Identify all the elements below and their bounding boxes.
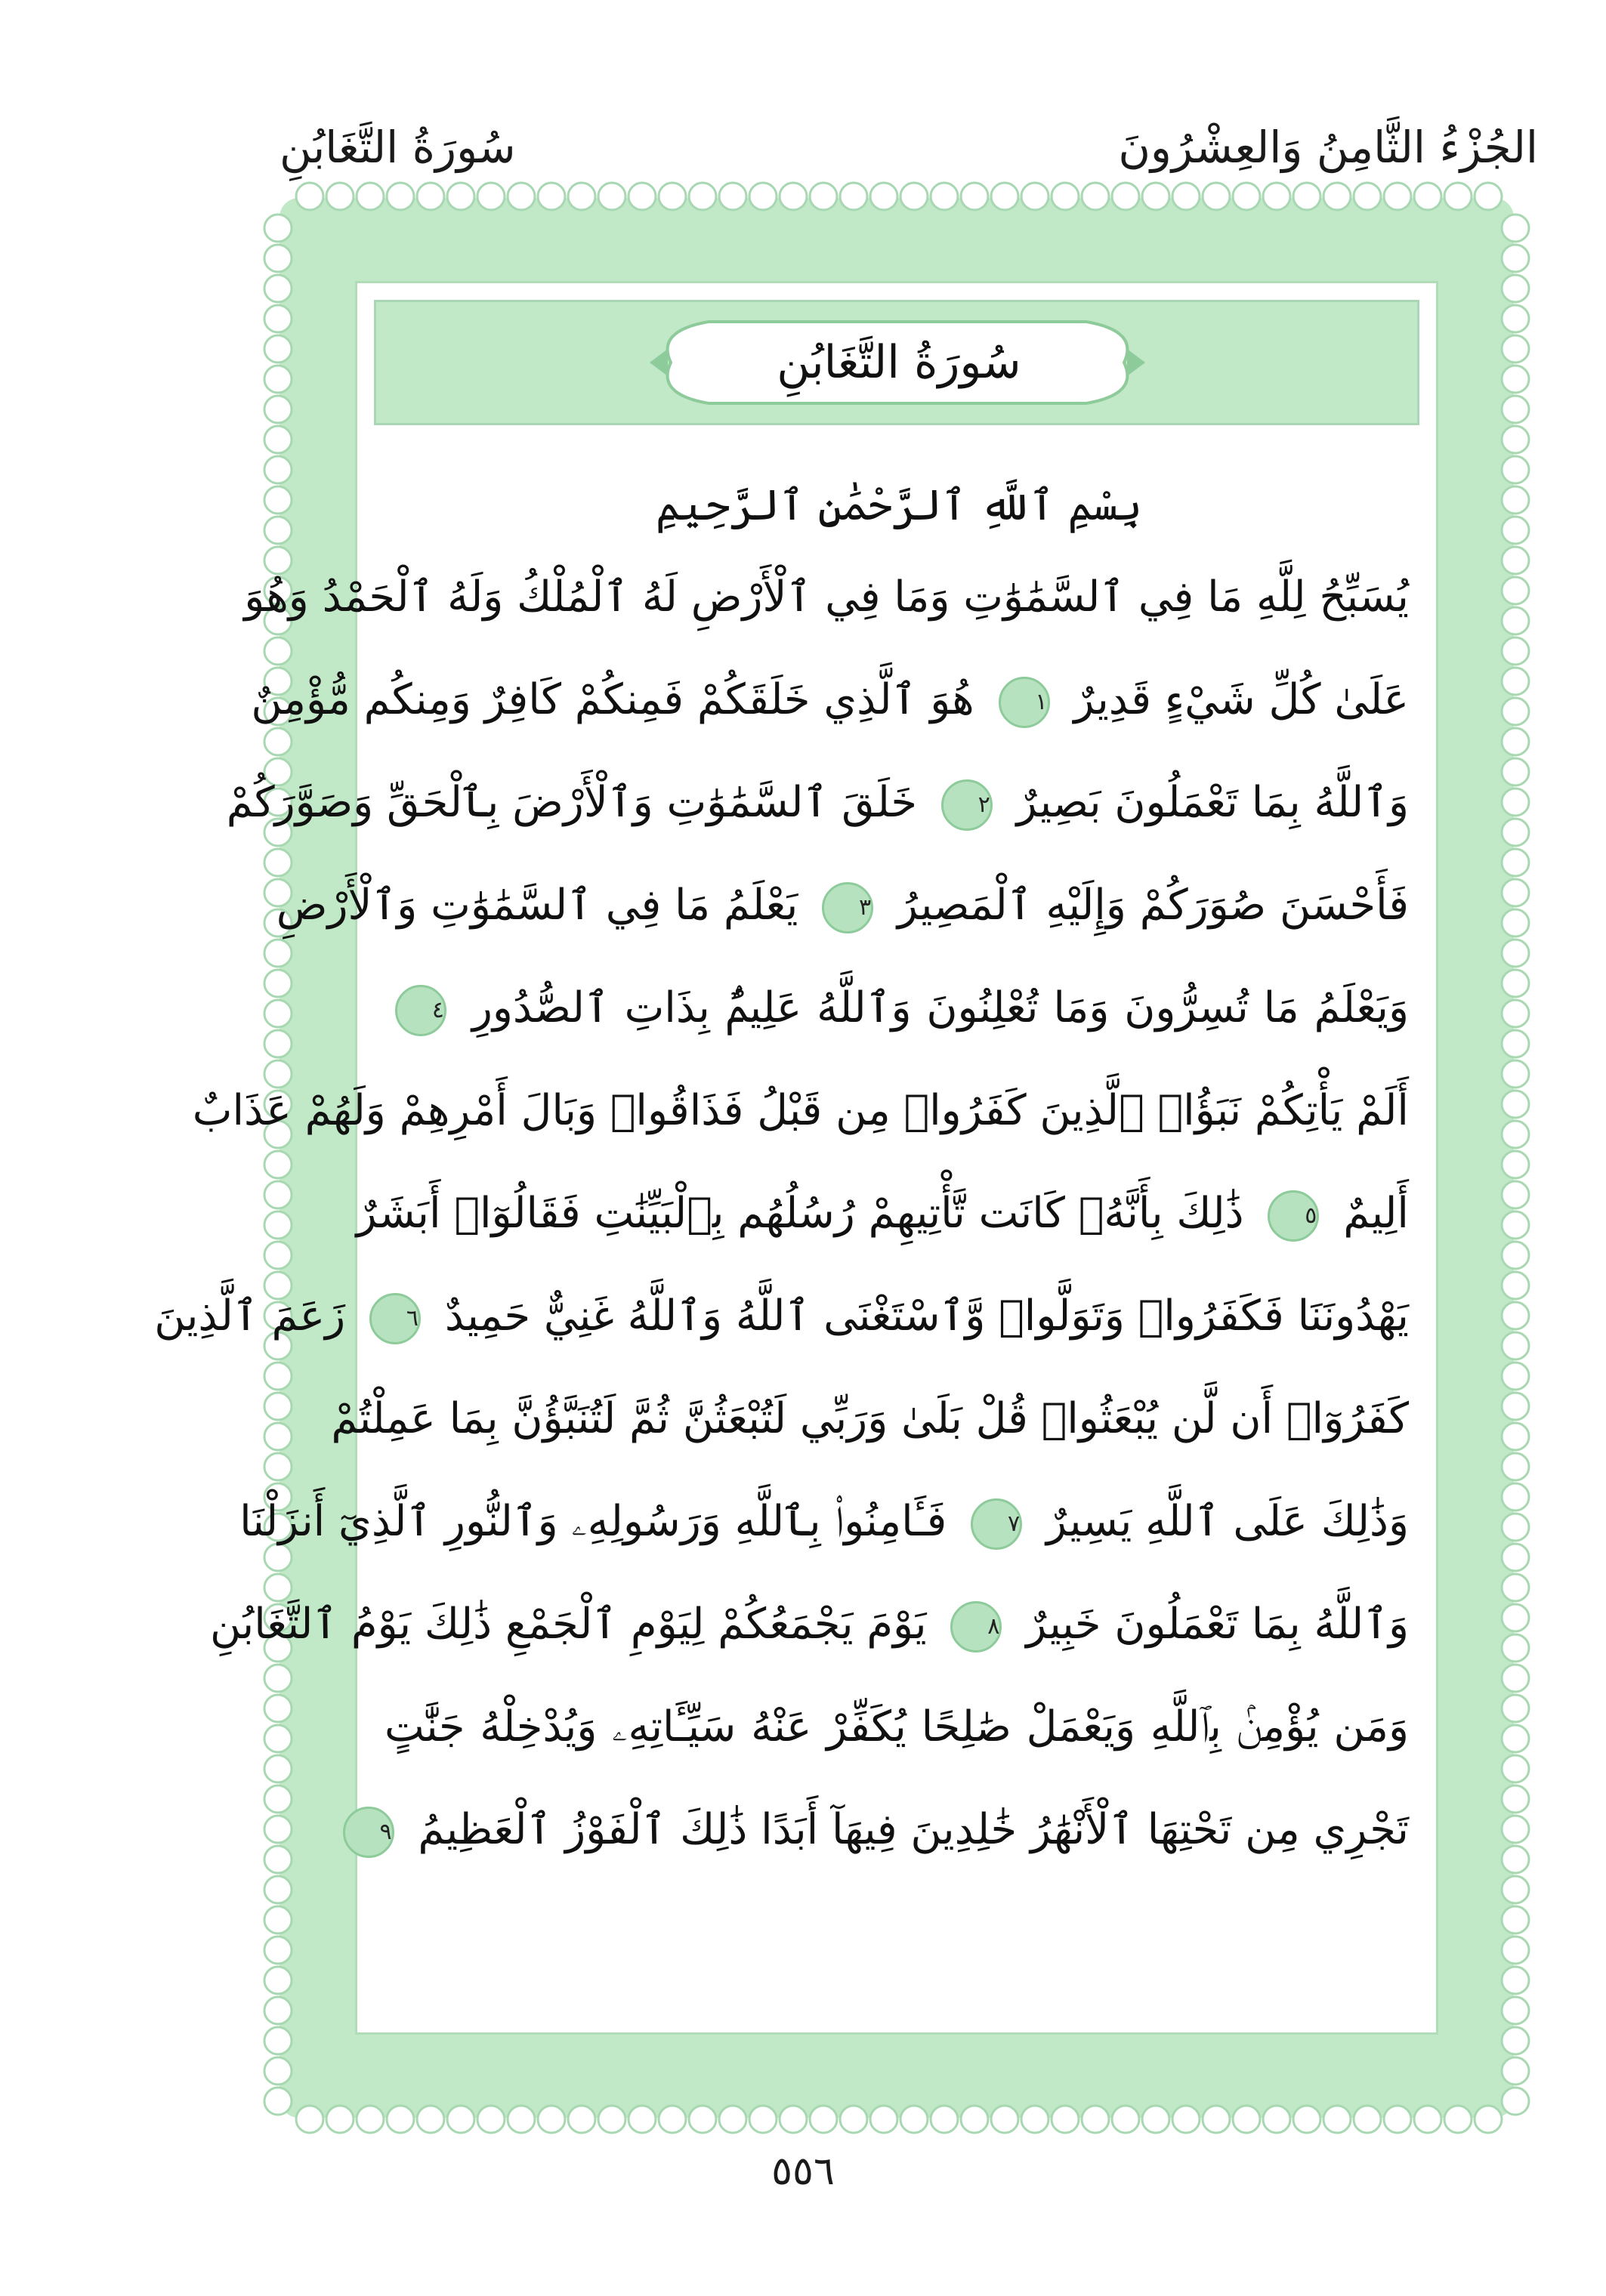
scallop-notch bbox=[1502, 668, 1529, 695]
verse-text: فَأَحْسَنَ صُوَرَكُمْ وَإِلَيْهِ ٱلْمَصِيرُ bbox=[897, 881, 1409, 930]
scallop-notch bbox=[1203, 2106, 1230, 2133]
scallop-notch bbox=[1502, 1604, 1529, 1631]
scallop-notch bbox=[264, 1755, 292, 1782]
scallop-notch bbox=[264, 1211, 292, 1239]
scallop-notch bbox=[1502, 607, 1529, 634]
scallop-notch bbox=[840, 2106, 867, 2133]
scallop-notch bbox=[1502, 1876, 1529, 1903]
scallop-notch bbox=[870, 183, 897, 210]
scallop-notch bbox=[264, 1906, 292, 1933]
verse-line bbox=[226, 751, 1409, 854]
scallop-notch bbox=[1502, 2088, 1529, 2115]
scallop-notch bbox=[264, 366, 292, 393]
scallop-notch bbox=[1502, 1060, 1529, 1088]
verse-line bbox=[154, 1265, 1409, 1368]
scallop-notch bbox=[264, 1936, 292, 1964]
scallop-notch bbox=[508, 2106, 535, 2133]
scallop-notch bbox=[264, 1876, 292, 1903]
scallop-notch bbox=[447, 183, 474, 210]
scallop-notch bbox=[1021, 183, 1049, 210]
scallop-notch bbox=[1502, 275, 1529, 302]
scallop-notch bbox=[719, 183, 746, 210]
scallop-notch bbox=[1052, 2106, 1079, 2133]
verse-text: يَوْمَ يَجْمَعُكُمْ لِيَوْمِ ٱلْجَمْعِ ذَٰلِكَ يَوْمُ ٱلتَّغَابُنِ bbox=[210, 1600, 927, 1649]
verse-line bbox=[244, 546, 1409, 649]
scallop-notch bbox=[1502, 879, 1529, 906]
scallop-notch bbox=[1233, 2106, 1260, 2133]
verse-line bbox=[331, 1368, 1409, 1470]
scallop-notch bbox=[357, 2106, 384, 2133]
verse-line bbox=[385, 957, 1409, 1060]
scallop-notch bbox=[689, 183, 716, 210]
scallop-notch bbox=[1502, 819, 1529, 846]
scallop-notch bbox=[1354, 2106, 1381, 2133]
scallop-notch bbox=[264, 335, 292, 363]
scallop-notch bbox=[1502, 1121, 1529, 1148]
scallop-notch bbox=[629, 183, 656, 210]
scallop-notch bbox=[1502, 1423, 1529, 1450]
scallop-notch bbox=[417, 2106, 444, 2133]
ayah-number-marker: ٩ bbox=[343, 1807, 394, 1858]
scallop-notch bbox=[991, 2106, 1018, 2133]
scallop-notch bbox=[1502, 456, 1529, 483]
scallop-notch bbox=[1502, 1362, 1529, 1390]
verse-line bbox=[239, 1470, 1409, 1573]
scallop-notch bbox=[900, 183, 928, 210]
scallop-notch bbox=[780, 2106, 807, 2133]
scallop-notch bbox=[1502, 1846, 1529, 1873]
scallop-notch bbox=[1502, 1302, 1529, 1329]
scallop-notch bbox=[264, 1695, 292, 1722]
scallop-notch bbox=[1502, 698, 1529, 725]
scallop-notch bbox=[1293, 2106, 1320, 2133]
scallop-notch bbox=[1502, 2027, 1529, 2054]
verse-line bbox=[192, 1060, 1409, 1162]
scallop-notch bbox=[1502, 1091, 1529, 1118]
verse-text: وَيَعْلَمُ مَا تُسِرُّونَ وَمَا تُعْلِنُونَ وَٱللَّهُ عَلِيمٌۢ بِذَاتِ ٱلصُّدُورِ bbox=[471, 983, 1409, 1032]
verse-line bbox=[379, 1779, 1409, 1881]
scallop-notch bbox=[264, 1846, 292, 1873]
verse-text: وَٱللَّهُ بِمَا تَعْمَلُونَ بَصِيرٌ bbox=[1016, 778, 1409, 827]
ayah-number-marker: ٣ bbox=[822, 882, 873, 934]
ayah-number-marker: ٥ bbox=[1268, 1190, 1319, 1242]
scallop-notch bbox=[659, 2106, 686, 2133]
scallop-notch bbox=[508, 183, 535, 210]
ayah-number-marker: ٨ bbox=[950, 1601, 1002, 1653]
scallop-notch bbox=[387, 2106, 414, 2133]
scallop-notch bbox=[1502, 970, 1529, 997]
verse-text: يَعْلَمُ مَا فِي ٱلسَّمَٰوَٰتِ وَٱلْأَرْضِ bbox=[276, 881, 798, 930]
verse-text: ذَٰلِكَ بِأَنَّهُۥ كَانَت تَّأْتِيهِمْ رُسُلُهُم بِٱلْبَيِّنَٰتِ فَقَالُوٓا۟ أَبَشَرٌ bbox=[356, 1189, 1244, 1238]
scallop-notch bbox=[357, 183, 384, 210]
scallop-notch bbox=[1475, 2106, 1502, 2133]
scallop-notch bbox=[1502, 1755, 1529, 1782]
scallop-notch bbox=[1502, 637, 1529, 665]
scallop-notch bbox=[1323, 2106, 1351, 2133]
scallop-notch bbox=[1502, 214, 1529, 242]
ayah-number-marker: ١ bbox=[999, 677, 1050, 728]
scallop-notch bbox=[1142, 2106, 1169, 2133]
scallop-notch bbox=[1502, 1936, 1529, 1964]
scallop-notch bbox=[264, 2057, 292, 2085]
scallop-notch bbox=[1502, 1272, 1529, 1299]
scallop-notch bbox=[961, 2106, 988, 2133]
scallop-notch bbox=[1502, 788, 1529, 816]
verse-line bbox=[356, 1162, 1409, 1265]
verse-text: هُوَ ٱلَّذِي خَلَقَكُمْ فَمِنكُمْ كَافِرٌ وَمِنكُم مُّؤْمِنٌ bbox=[251, 675, 974, 724]
scallop-notch bbox=[931, 183, 958, 210]
page-number: ٥٥٦ bbox=[771, 2149, 835, 2194]
scallop-notch bbox=[1502, 2057, 1529, 2085]
scallop-notch bbox=[1112, 2106, 1139, 2133]
scallop-notch bbox=[598, 2106, 625, 2133]
scallop-notch bbox=[1323, 183, 1351, 210]
scallop-notch bbox=[264, 275, 292, 302]
scallop-notch bbox=[1502, 577, 1529, 604]
scallop-notch bbox=[1502, 1997, 1529, 2024]
scallop-notch bbox=[1502, 1544, 1529, 1571]
scallop-notch bbox=[1502, 909, 1529, 937]
scallop-notch bbox=[568, 183, 595, 210]
page-frame bbox=[154, 198, 1514, 2118]
verse-text: زَعَمَ ٱلَّذِينَ bbox=[154, 1292, 346, 1341]
ayah-number-marker: ٢ bbox=[941, 779, 993, 831]
verse-text: وَٱللَّهُ بِمَا تَعْمَلُونَ خَبِيرٌ bbox=[1026, 1600, 1409, 1649]
scallop-notch bbox=[477, 2106, 505, 2133]
scallop-notch bbox=[1502, 1181, 1529, 1208]
scallop-notch bbox=[1263, 2106, 1290, 2133]
scallop-notch bbox=[1444, 183, 1472, 210]
scallop-notch bbox=[991, 183, 1018, 210]
scallop-notch bbox=[264, 214, 292, 242]
scallop-notch bbox=[1384, 2106, 1411, 2133]
scallop-notch bbox=[1142, 183, 1169, 210]
scallop-notch bbox=[264, 1181, 292, 1208]
scallop-notch bbox=[1502, 1906, 1529, 1933]
scallop-notch bbox=[538, 183, 565, 210]
scallop-notch bbox=[1233, 183, 1260, 210]
verse-text: أَلِيمٌ bbox=[1343, 1189, 1409, 1238]
scallop-notch bbox=[1502, 547, 1529, 574]
scallop-notch bbox=[870, 2106, 897, 2133]
scallop-notch bbox=[1052, 183, 1079, 210]
verse-block bbox=[154, 546, 1409, 1881]
scallop-notch bbox=[264, 486, 292, 514]
scallop-notch bbox=[264, 2027, 292, 2054]
scallop-notch bbox=[1502, 1030, 1529, 1057]
scallop-notch bbox=[1444, 2106, 1472, 2133]
scallop-notch bbox=[1021, 2106, 1049, 2133]
scallop-notch bbox=[447, 2106, 474, 2133]
scallop-notch bbox=[264, 1725, 292, 1752]
verse-text: خَلَقَ ٱلسَّمَٰوَٰتِ وَٱلْأَرْضَ بِٱلْحَقِّ وَصَوَّرَكُمْ bbox=[226, 778, 917, 827]
scallop-notch bbox=[264, 1000, 292, 1027]
scallop-notch bbox=[1502, 1514, 1529, 1541]
text-area bbox=[154, 281, 1438, 2035]
scallop-notch bbox=[264, 305, 292, 332]
scallop-notch bbox=[1502, 1211, 1529, 1239]
scallop-notch bbox=[264, 456, 292, 483]
surah-header: سُورَةُ التَّغَابُنِ bbox=[280, 122, 516, 173]
scallop-notch bbox=[1502, 366, 1529, 393]
scallop-notch bbox=[326, 2106, 354, 2133]
scallop-notch bbox=[780, 183, 807, 210]
verse-line bbox=[385, 1676, 1409, 1779]
scallop-notch bbox=[1502, 426, 1529, 453]
scallop-notch bbox=[1502, 1332, 1529, 1359]
scallop-notch bbox=[1502, 1453, 1529, 1480]
scallop-notch bbox=[264, 2088, 292, 2115]
scallop-notch bbox=[1502, 1695, 1529, 1722]
scallop-notch bbox=[1502, 728, 1529, 755]
scallop-notch bbox=[1502, 1816, 1529, 1843]
scallop-notch bbox=[1502, 335, 1529, 363]
scallop-notch bbox=[961, 183, 988, 210]
scallop-notch bbox=[1502, 1725, 1529, 1752]
scallop-notch bbox=[264, 1030, 292, 1057]
scallop-notch bbox=[1203, 183, 1230, 210]
verse-text: يُسَبِّحُ لِلَّهِ مَا فِي ٱلسَّمَٰوَٰتِ وَمَا فِي ٱلْأَرْضِ لَهُ ٱلْمُلْكُ وَلَهُ ٱلْحَمْدُ وَهُوَ bbox=[244, 572, 1409, 622]
scallop-notch bbox=[264, 245, 292, 272]
scallop-notch bbox=[1354, 183, 1381, 210]
surah-title-band bbox=[374, 300, 1419, 425]
scallop-notch bbox=[1502, 1151, 1529, 1178]
scallop-notch bbox=[689, 2106, 716, 2133]
scallop-notch bbox=[568, 2106, 595, 2133]
basmala: بِسْمِ ٱللَّهِ ٱلرَّحْمَٰنِ ٱلرَّحِيمِ bbox=[655, 481, 1143, 530]
ayah-number-marker: ٦ bbox=[369, 1293, 421, 1344]
scallop-notch bbox=[264, 1967, 292, 1994]
scallop-notch bbox=[1293, 183, 1320, 210]
scallop-notch bbox=[1502, 1242, 1529, 1269]
scallop-notch bbox=[296, 183, 323, 210]
scallop-notch bbox=[629, 2106, 656, 2133]
scallop-notch bbox=[1502, 1665, 1529, 1692]
scallop-notch bbox=[659, 183, 686, 210]
scallop-notch bbox=[1502, 517, 1529, 544]
verse-text: عَلَىٰ كُلِّ شَيْءٍ قَدِيرٌ bbox=[1073, 675, 1409, 724]
scallop-notch bbox=[900, 2106, 928, 2133]
scallop-notch bbox=[264, 1423, 292, 1450]
scallop-notch bbox=[1384, 183, 1411, 210]
scallop-notch bbox=[749, 183, 777, 210]
scallop-notch bbox=[719, 2106, 746, 2133]
verse-line bbox=[210, 1573, 1409, 1676]
scallop-notch bbox=[477, 183, 505, 210]
scallop-notch bbox=[1414, 183, 1441, 210]
verse-text: يَهْدُونَنَا فَكَفَرُوا۟ وَتَوَلَّوا۟ وَّٱسْتَغْنَى ٱللَّهُ وَٱللَّهُ غَنِيٌّ حَمِيدٌ bbox=[444, 1292, 1409, 1341]
scallop-notch bbox=[1502, 1483, 1529, 1511]
scallop-notch bbox=[1502, 1000, 1529, 1027]
scallop-notch bbox=[417, 183, 444, 210]
scallop-notch bbox=[1414, 2106, 1441, 2133]
verse-line bbox=[251, 649, 1409, 751]
verse-text: تَجْرِي مِن تَحْتِهَا ٱلْأَنْهَٰرُ خَٰلِدِينَ فِيهَآ أَبَدًا ذَٰلِكَ ٱلْفَوْزُ ٱلْعَظِيمُ bbox=[418, 1805, 1409, 1854]
scallop-notch bbox=[1502, 486, 1529, 514]
scallop-notch bbox=[1502, 245, 1529, 272]
scallop-notch bbox=[264, 1816, 292, 1843]
scallop-notch bbox=[1502, 758, 1529, 785]
verse-line bbox=[276, 854, 1409, 957]
scallop-notch bbox=[810, 2106, 837, 2133]
scallop-notch bbox=[1502, 1634, 1529, 1662]
scallop-notch bbox=[1502, 1393, 1529, 1420]
scallop-notch bbox=[840, 183, 867, 210]
scallop-notch bbox=[1502, 305, 1529, 332]
scallop-notch bbox=[326, 183, 354, 210]
scallop-notch bbox=[1263, 183, 1290, 210]
scallop-notch bbox=[296, 2106, 323, 2133]
scallop-notch bbox=[1172, 183, 1200, 210]
scallop-notch bbox=[264, 1393, 292, 1420]
scallop-notch bbox=[1475, 183, 1502, 210]
scallop-notch bbox=[598, 183, 625, 210]
scallop-notch bbox=[264, 426, 292, 453]
scallop-notch bbox=[1502, 1785, 1529, 1813]
scallop-notch bbox=[1502, 396, 1529, 423]
scallop-notch bbox=[387, 183, 414, 210]
verse-text: وَمَن يُؤْمِنۢ بِٱللَّهِ وَيَعْمَلْ صَٰلِحًا يُكَفِّرْ عَنْهُ سَيِّـَٔاتِهِۦ وَيُدْخِلْهُ جَنَّٰتٍ bbox=[385, 1702, 1409, 1751]
scallop-notch bbox=[810, 183, 837, 210]
verse-text: فَـَٔامِنُوا۟ بِٱللَّهِ وَرَسُولِهِۦ وَٱلنُّورِ ٱلَّذِيٓ أَنزَلْنَا bbox=[239, 1497, 947, 1546]
scallop-notch bbox=[538, 2106, 565, 2133]
surah-title: سُورَةُ التَّغَابُنِ bbox=[777, 336, 1021, 389]
scallop-notch bbox=[1502, 1574, 1529, 1601]
scallop-notch bbox=[264, 1785, 292, 1813]
scallop-notch bbox=[1082, 2106, 1109, 2133]
verse-text: وَذَٰلِكَ عَلَى ٱللَّهِ يَسِيرٌ bbox=[1045, 1497, 1409, 1546]
scallop-notch bbox=[264, 396, 292, 423]
scallop-notch bbox=[1172, 2106, 1200, 2133]
scallop-notch bbox=[264, 1997, 292, 2024]
scallop-notch bbox=[931, 2106, 958, 2133]
ayah-number-marker: ٤ bbox=[395, 985, 446, 1036]
scallop-notch bbox=[264, 517, 292, 544]
scallop-notch bbox=[749, 2106, 777, 2133]
scallop-notch bbox=[1112, 183, 1139, 210]
verse-text: أَلَمْ يَأْتِكُمْ نَبَؤُا۟ ٱلَّذِينَ كَفَرُوا۟ مِن قَبْلُ فَذَاقُوا۟ وَبَالَ أَمْرِهِمْ وَلَهُمْ عَذَابٌ bbox=[192, 1086, 1409, 1135]
scallop-notch bbox=[1082, 183, 1109, 210]
scallop-notch bbox=[1502, 1967, 1529, 1994]
juz-header: الجُزْءُ الثَّامِنُ وَالعِشْرُونَ bbox=[1118, 122, 1538, 173]
verse-text: كَفَرُوٓا۟ أَن لَّن يُبْعَثُوا۟ قُلْ بَلَىٰ وَرَبِّي لَتُبْعَثُنَّ ثُمَّ لَتُنَبَّؤُنَّ بِمَا عَمِلْتُمْ bbox=[331, 1394, 1409, 1443]
scallop-notch bbox=[264, 970, 292, 997]
ayah-number-marker: ٧ bbox=[971, 1498, 1022, 1550]
scallop-notch bbox=[1502, 940, 1529, 967]
scallop-notch bbox=[1502, 849, 1529, 876]
